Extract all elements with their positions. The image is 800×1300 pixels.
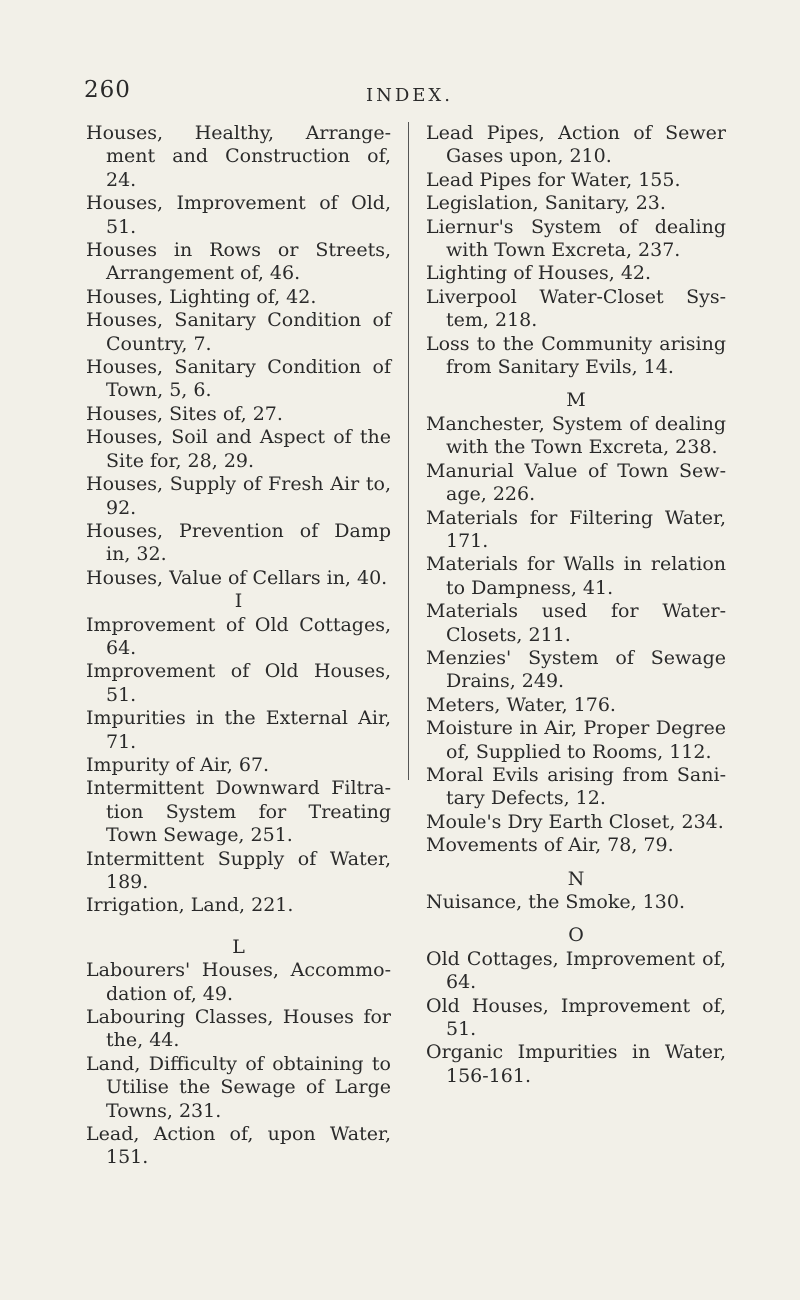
index-entry: Materials used for Water- Closets, 211. (426, 600, 726, 646)
index-entry: Old Cottages, Improvement of, 64. (426, 947, 726, 994)
section-letter: L (232, 935, 245, 958)
index-entry: Manchester, System of dealing with the Town Excreta, 238. (426, 412, 726, 459)
index-entry: Labourers' Houses, Accommo- dation of, 49. (86, 959, 391, 1005)
index-entry: Liernur's System of dealing with Town Excreta, 237. (426, 215, 726, 262)
index-entry: Irrigation, Land, 221. (86, 894, 294, 917)
index-entry: Organic Impurities in Water, 156-161. (426, 1041, 726, 1087)
page-number: 260 (84, 77, 131, 103)
index-entry: Impurity of Air, 67. (86, 753, 270, 776)
index-entry: Improvement of Old Cottages, 64. (86, 613, 391, 659)
index-entry: Lead Pipes for Water, 155. (426, 168, 681, 191)
index-column-left (86, 122, 391, 1170)
index-entry: Menzies' System of Sewage Drains, 249. (426, 646, 726, 693)
index-entry: Moral Evils arising from Sani- tary Defects, 12. (426, 763, 726, 810)
section-letter: I (234, 590, 243, 613)
index-entry: Houses, Value of Cellars in, 40. (86, 566, 388, 589)
index-entry: Meters, Water, 176. (426, 693, 616, 716)
index-entry: Impurities in the External Air, 71. (86, 707, 391, 753)
index-entry: Labouring Classes, Houses for the, 44. (86, 1006, 391, 1052)
index-entry: Lighting of Houses, 42. (426, 262, 652, 285)
index-entry: Houses, Prevention of Damp in, 32. (86, 519, 391, 566)
index-column-right (426, 122, 726, 1088)
index-entry: Intermittent Downward Filtra- tion System for Treating Town Sewage, 251. (86, 777, 391, 847)
index-entry: Improvement of Old Houses, 51. (86, 660, 391, 706)
index-entry: Movements of Air, 78, 79. (426, 834, 674, 857)
section-letter: N (567, 867, 585, 890)
index-entry: Manurial Value of Town Sew- age, 226. (426, 459, 726, 506)
index-entry: Loss to the Community arising from Sanitary Evils, 14. (426, 332, 726, 379)
index-entry: Liverpool Water-Closet Sys- tem, 218. (426, 285, 726, 332)
index-entry: Lead Pipes, Action of Sewer Gases upon, 210. (426, 122, 726, 168)
index-entry: Moule's Dry Earth Closet, 234. (426, 810, 724, 833)
index-entry: Nuisance, the Smoke, 130. (426, 891, 685, 913)
index-entry: Houses, Soil and Aspect of the Site for, 28, 29. (86, 426, 391, 472)
index-entry: Materials for Filtering Water, 171. (426, 506, 726, 552)
index-entry: Houses, Sanitary Condition of Town, 5, 6. (86, 356, 391, 402)
section-letter: M (566, 389, 586, 412)
index-entry: Houses, Sites of, 27. (86, 402, 283, 425)
index-entry: Houses, Sanitary Condition of Country, 7. (86, 309, 391, 355)
running-head: INDEX. (366, 85, 453, 106)
index-entry: Legislation, Sanitary, 23. (426, 192, 666, 215)
index-entry: Moisture in Air, Proper Degree of, Supplied to Rooms, 112. (426, 717, 726, 763)
index-entry: Materials for Walls in relation to Dampness, 41. (426, 553, 726, 599)
index-entry: Old Houses, Improvement of, 51. (426, 994, 726, 1041)
index-entry: Houses, Lighting of, 42. (86, 285, 317, 308)
column-divider (408, 122, 409, 780)
index-entry: Intermittent Supply of Water, 189. (86, 847, 391, 893)
index-entry: Lead, Action of, upon Water, 151. (86, 1123, 391, 1169)
index-entry: Houses in Rows or Streets, Arrangement of, 46. (86, 239, 391, 285)
section-letter: O (568, 924, 584, 947)
index-entry: Houses, Supply of Fresh Air to, 92. (86, 473, 391, 519)
index-entry: Houses, Healthy, Arrange- ment and Construction of, 24. (86, 122, 391, 191)
index-entry: Houses, Improvement of Old, 51. (86, 192, 391, 238)
index-entry: Land, Difficulty of obtaining to Utilise the Sewage of Large Towns, 231. (86, 1052, 391, 1122)
